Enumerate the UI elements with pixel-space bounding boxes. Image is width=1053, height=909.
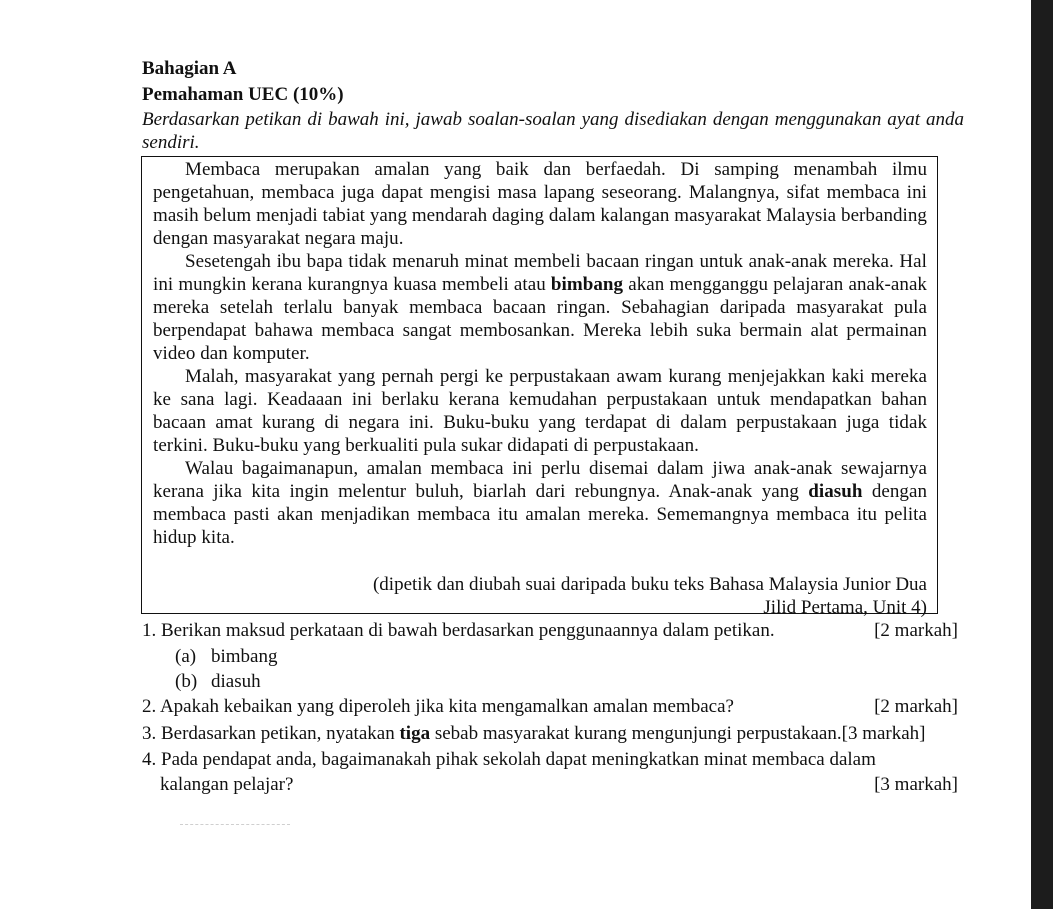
question-4: 4. Pada pendapat anda, bagaimanakah pihak sekolah dapat meningkatkan minat membaca dalam (142, 749, 876, 770)
citation-line-1: (dipetik dan diubah suai daripada buku teks Bahasa Malaysia Junior Dua (372, 574, 927, 595)
question-2-marks: [2 markah] (874, 696, 958, 717)
question-2: 2. Apakah kebaikan yang diperoleh jika kita mengamalkan amalan membaca? [2 markah] (142, 696, 958, 717)
subsection-title: Pemahaman UEC (10%) (142, 84, 344, 105)
instruction-text: Berdasarkan petikan di bawah ini, jawab soalan-soalan yang disediakan dengan menggunakan ayat anda sendiri. (142, 109, 964, 153)
dark-edge-strip (1031, 0, 1053, 909)
question-3-marks: [3 markah] (841, 723, 926, 744)
keyword-bimbang: bimbang (550, 274, 624, 295)
question-4-continued: kalangan pelajar? [3 markah] (160, 774, 958, 795)
passage-paragraph-3: Malah, masyarakat yang pernah pergi ke perpustakaan awam kurang menjejakkan kaki mereka ke sana lagi. Keadaaan ini berlaku kerana kemudahan perpustakaan untuk mendapatkan bahan bacaan amat kurang di negara ini. Buku-buku yang terdapat di dalam perpustakaan juga tidak terkini. Buku-buku yang berkualiti pula sukar didapati di perpustakaan. (153, 366, 927, 456)
passage-box (141, 156, 938, 618)
question-1-marks: [2 markah] (874, 620, 958, 641)
faint-scan-mark (180, 824, 290, 828)
keyword-diasuh: diasuh (808, 481, 863, 502)
passage-paragraph-2: Sesetengah ibu bapa tidak menaruh minat membeli bacaan ringan untuk anak-anak mereka. Hal ini mungkin kerana kurangnya kuasa membeli atau bimbang akan mengganggu pelajaran anak-anak mereka setelah terlalu banyak membaca bacaan ringan. Sebahagian daripada masyarakat pula berpendapat bahawa membaca sangat membosankan. Mereka lebih suka bermain alat permainan video dan komputer. (153, 251, 927, 364)
passage-paragraph-1: Membaca merupakan amalan yang baik dan berfaedah. Di samping menambah ilmu pengetahuan, membaca juga dapat mengisi masa lapang seseorang. Malangnya, sifat membaca ini masih belum menjadi tabiat yang mendarah daging dalam kalangan masyarakat Malaysia berbanding dengan masyarakat negara maju. (153, 159, 927, 249)
question-4-marks: [3 markah] (874, 774, 958, 795)
keyword-tiga: tiga (399, 723, 431, 744)
citation-line-2: Jilid Pertama, Unit 4) (763, 597, 927, 618)
question-3: 3. Berdasarkan petikan, nyatakan tiga sebab masyarakat kurang mengunjungi perpustakaan.[3 markah] (142, 723, 926, 744)
section-title: Bahagian A (142, 58, 237, 79)
question-1: 1. Berikan maksud perkataan di bawah berdasarkan penggunaannya dalam petikan. [2 markah] (142, 620, 958, 641)
question-1a: (a) bimbang (175, 646, 278, 667)
passage-paragraph-4: Walau bagaimanapun, amalan membaca ini perlu disemai dalam jiwa anak-anak sewajarnya kerana jika kita ingin melentur buluh, biarlah dari rebungnya. Anak-anak yang diasuh dengan membaca pasti akan menjadikan membaca itu amalan mereka. Sememangnya membaca itu pelita hidup kita. (153, 458, 928, 548)
question-1b: (b) diasuh (175, 671, 261, 692)
